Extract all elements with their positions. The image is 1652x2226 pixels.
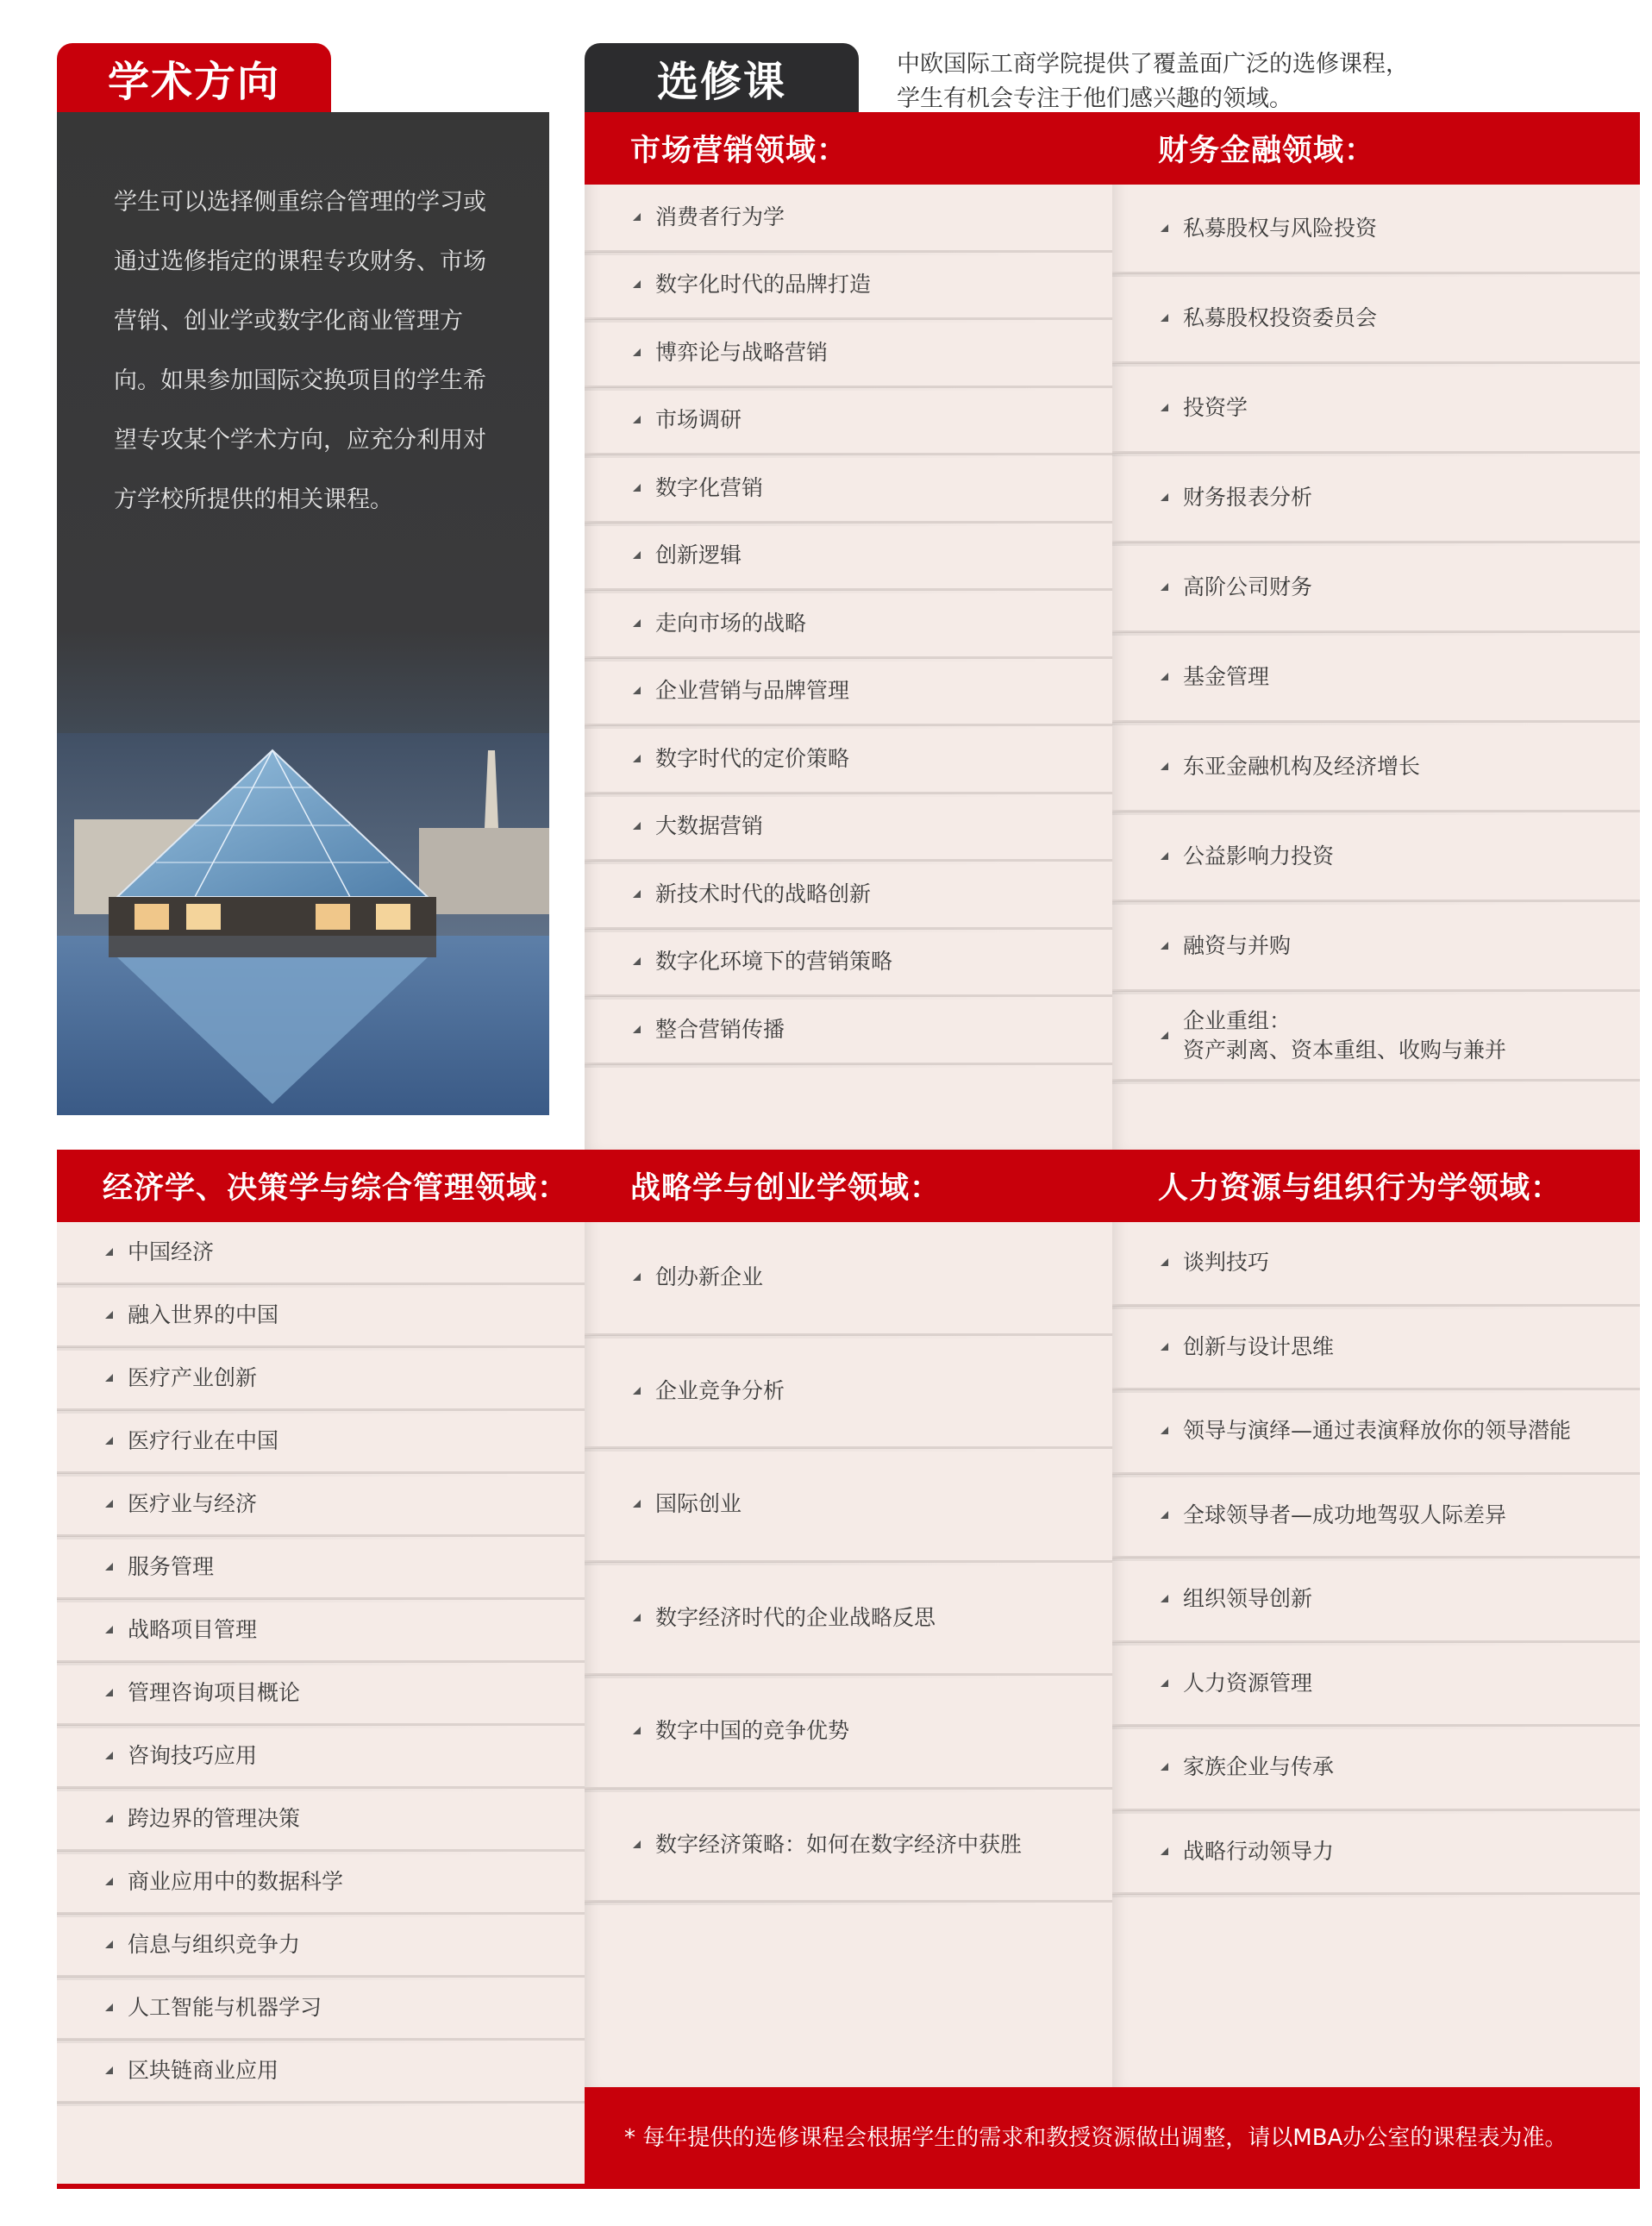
course-name: 数字化时代的品牌打造 bbox=[655, 272, 872, 298]
bullet-triangle-icon bbox=[1161, 1679, 1168, 1687]
course-item bbox=[57, 1663, 585, 1726]
course-item bbox=[1112, 633, 1640, 723]
course-item bbox=[57, 1789, 585, 1852]
bullet-triangle-icon bbox=[1161, 673, 1168, 680]
course-item bbox=[585, 794, 1112, 862]
course-name: 创办新企业 bbox=[655, 1264, 764, 1290]
bullet-triangle-icon bbox=[1161, 404, 1168, 411]
course-name: 企业竞争分析 bbox=[655, 1377, 785, 1403]
marketing-list bbox=[585, 185, 1112, 1065]
bullet-triangle-icon bbox=[633, 416, 641, 423]
economics-column bbox=[57, 1150, 585, 2184]
course-name: 东亚金融机构及经济增长 bbox=[1183, 753, 1421, 779]
bullet-triangle-icon bbox=[105, 1374, 113, 1382]
course-name: 医疗业与经济 bbox=[128, 1491, 258, 1516]
course-name: 创新与设计思维 bbox=[1183, 1333, 1335, 1359]
bullet-triangle-icon bbox=[633, 822, 641, 830]
bullet-triangle-icon bbox=[633, 1387, 641, 1395]
bottom-rule bbox=[57, 2184, 1640, 2189]
course-item bbox=[585, 1222, 1112, 1336]
course-item bbox=[57, 1978, 585, 2041]
course-name: 战略项目管理 bbox=[128, 1617, 258, 1642]
course-name: 财务报表分析 bbox=[1183, 484, 1313, 510]
course-name: 商业应用中的数据科学 bbox=[128, 1869, 344, 1894]
course-item bbox=[57, 1474, 585, 1537]
bullet-triangle-icon bbox=[105, 1626, 113, 1633]
course-name: 家族企业与传承 bbox=[1183, 1754, 1335, 1780]
course-item bbox=[57, 1852, 585, 1915]
course-item bbox=[585, 455, 1112, 524]
hr-column bbox=[1112, 1150, 1640, 2087]
bullet-triangle-icon bbox=[633, 1025, 641, 1033]
course-name: 走向市场的战略 bbox=[655, 610, 807, 636]
course-name: 新技术时代的战略创新 bbox=[655, 881, 872, 906]
bullet-triangle-icon bbox=[105, 1815, 113, 1822]
bullet-triangle-icon bbox=[1161, 224, 1168, 232]
bullet-triangle-icon bbox=[633, 280, 641, 288]
bullet-triangle-icon bbox=[1161, 1847, 1168, 1855]
course-item bbox=[57, 1600, 585, 1663]
economics-header: 经济学、决策学与综合管理领域： bbox=[57, 1150, 585, 1222]
course-name: 信息与组织竞争力 bbox=[128, 1932, 301, 1957]
bullet-triangle-icon bbox=[105, 1878, 113, 1885]
course-name: 中国经济 bbox=[128, 1239, 215, 1264]
bullet-triangle-icon bbox=[633, 890, 641, 898]
bullet-triangle-icon bbox=[633, 957, 641, 965]
bullet-triangle-icon bbox=[105, 1248, 113, 1256]
strategy-column bbox=[585, 1150, 1112, 2087]
bullet-triangle-icon bbox=[1161, 583, 1168, 591]
course-item bbox=[585, 726, 1112, 794]
course-name: 数字经济策略：如何在数字经济中获胜 bbox=[655, 1831, 1023, 1857]
course-item bbox=[585, 253, 1112, 321]
course-item bbox=[585, 659, 1112, 727]
course-name: 私募股权投资委员会 bbox=[1183, 304, 1378, 330]
bullet-triangle-icon bbox=[105, 1437, 113, 1445]
course-item bbox=[1112, 723, 1640, 812]
bullet-triangle-icon bbox=[633, 348, 641, 356]
bullet-triangle-icon bbox=[1161, 1427, 1168, 1434]
bullet-triangle-icon bbox=[633, 1273, 641, 1281]
course-name: 数字时代的定价策略 bbox=[655, 745, 850, 771]
course-name: 数字中国的竞争优势 bbox=[655, 1718, 850, 1744]
course-item bbox=[585, 388, 1112, 456]
course-name: 人力资源管理 bbox=[1183, 1670, 1313, 1696]
course-name: 市场调研 bbox=[655, 407, 742, 433]
course-item bbox=[1112, 1727, 1640, 1811]
course-item bbox=[1112, 1811, 1640, 1896]
bullet-triangle-icon bbox=[105, 2003, 113, 2011]
course-name: 咨询技巧应用 bbox=[128, 1743, 258, 1768]
bullet-triangle-icon bbox=[1161, 314, 1168, 322]
bullet-triangle-icon bbox=[1161, 1595, 1168, 1602]
course-name: 数字化环境下的营销策略 bbox=[655, 949, 893, 975]
bullet-triangle-icon bbox=[633, 755, 641, 762]
course-name: 全球领导者—成功地驾驭人际差异 bbox=[1183, 1502, 1507, 1527]
bullet-triangle-icon bbox=[105, 1563, 113, 1571]
course-item bbox=[585, 524, 1112, 592]
hr-list bbox=[1112, 1222, 1640, 1895]
marketing-header: 市场营销领域： bbox=[585, 112, 1112, 185]
course-name: 创新逻辑 bbox=[655, 542, 742, 568]
bullet-triangle-icon bbox=[1161, 762, 1168, 770]
footer-note: * 每年提供的选修课程会根据学生的需求和教授资源做出调整，请以MBA办公室的课程表为准。 bbox=[585, 2087, 1640, 2184]
course-name: 组织领导创新 bbox=[1183, 1586, 1313, 1612]
academic-intro-text: 学生可以选择侧重综合管理的学习或通过选修指定的课程专攻财务、市场营销、创业学或数字化商业管理方向。如果参加国际交换项目的学生希望专攻某个学术方向，应充分利用对方学校所提供的相关课程。 bbox=[114, 189, 486, 513]
course-item bbox=[57, 1348, 585, 1411]
bullet-triangle-icon bbox=[105, 1689, 113, 1696]
course-item bbox=[585, 862, 1112, 930]
course-name: 私募股权与风险投资 bbox=[1183, 215, 1378, 241]
course-item bbox=[585, 591, 1112, 659]
course-name: 公益影响力投资 bbox=[1183, 843, 1335, 868]
course-name: 大数据营销 bbox=[655, 813, 764, 839]
course-name: 消费者行为学 bbox=[655, 204, 785, 229]
course-item bbox=[585, 1449, 1112, 1563]
academic-intro-panel bbox=[57, 112, 549, 1115]
bullet-triangle-icon bbox=[633, 551, 641, 559]
course-item bbox=[1112, 1390, 1640, 1475]
course-name: 高阶公司财务 bbox=[1183, 574, 1313, 599]
course-name: 企业重组： 资产剥离、资本重组、收购与兼并 bbox=[1183, 1007, 1507, 1063]
tab-electives[interactable]: 选修课 bbox=[585, 43, 859, 112]
bullet-triangle-icon bbox=[633, 1840, 641, 1848]
bullet-triangle-icon bbox=[1161, 1031, 1168, 1039]
course-name: 管理咨询项目概论 bbox=[128, 1680, 301, 1705]
course-item bbox=[585, 320, 1112, 388]
course-item bbox=[57, 2041, 585, 2104]
course-name: 跨边界的管理决策 bbox=[128, 1806, 301, 1831]
course-item bbox=[1112, 1558, 1640, 1643]
course-item bbox=[1112, 454, 1640, 543]
course-item bbox=[1112, 1307, 1640, 1391]
course-name: 战略行动领导力 bbox=[1183, 1838, 1335, 1864]
course-item bbox=[585, 1336, 1112, 1450]
bullet-triangle-icon bbox=[633, 1727, 641, 1734]
course-name: 博弈论与战略营销 bbox=[655, 339, 829, 365]
course-item bbox=[1112, 1475, 1640, 1559]
course-item bbox=[57, 1411, 585, 1474]
course-name: 融入世界的中国 bbox=[128, 1302, 279, 1327]
course-item bbox=[585, 997, 1112, 1065]
course-item bbox=[1112, 992, 1640, 1082]
finance-list bbox=[1112, 185, 1640, 1082]
bullet-triangle-icon bbox=[105, 1500, 113, 1508]
course-item bbox=[585, 1563, 1112, 1677]
bullet-triangle-icon bbox=[1161, 1511, 1168, 1519]
course-item bbox=[1112, 543, 1640, 633]
course-name: 领导与演绎—通过表演释放你的领导潜能 bbox=[1183, 1418, 1572, 1444]
course-item bbox=[585, 930, 1112, 998]
economics-list bbox=[57, 1222, 585, 2104]
strategy-header: 战略学与创业学领域： bbox=[585, 1150, 1112, 1222]
course-name: 数字经济时代的企业战略反思 bbox=[655, 1604, 936, 1630]
bullet-triangle-icon bbox=[633, 687, 641, 694]
bullet-triangle-icon bbox=[1161, 493, 1168, 501]
course-name: 服务管理 bbox=[128, 1554, 215, 1579]
strategy-list bbox=[585, 1222, 1112, 1903]
bullet-triangle-icon bbox=[105, 2066, 113, 2074]
bullet-triangle-icon bbox=[633, 1500, 641, 1508]
course-item bbox=[1112, 364, 1640, 454]
bullet-triangle-icon bbox=[1161, 942, 1168, 950]
finance-column bbox=[1112, 112, 1640, 1150]
bullet-triangle-icon bbox=[105, 1752, 113, 1759]
course-item bbox=[1112, 274, 1640, 364]
course-item bbox=[57, 1726, 585, 1789]
electives-intro-note: 中欧国际工商学院提供了覆盖面广泛的选修课程， 学生有机会专注于他们感兴趣的领域。 bbox=[897, 51, 1409, 112]
tab-academic-direction[interactable]: 学术方向 bbox=[57, 43, 331, 112]
course-item bbox=[57, 1222, 585, 1285]
course-item bbox=[57, 1537, 585, 1600]
course-item bbox=[1112, 185, 1640, 274]
bullet-triangle-icon bbox=[1161, 1763, 1168, 1771]
course-item bbox=[57, 1285, 585, 1348]
finance-header: 财务金融领域： bbox=[1112, 112, 1640, 185]
bullet-triangle-icon bbox=[1161, 852, 1168, 860]
course-name: 医疗产业创新 bbox=[128, 1365, 258, 1390]
course-name: 数字化营销 bbox=[655, 474, 764, 500]
course-name: 基金管理 bbox=[1183, 663, 1270, 689]
course-item bbox=[1112, 902, 1640, 992]
course-name: 融资与并购 bbox=[1183, 932, 1292, 958]
course-name: 投资学 bbox=[1183, 394, 1248, 420]
course-name: 医疗行业在中国 bbox=[128, 1428, 279, 1453]
course-item bbox=[585, 1790, 1112, 1903]
course-name: 人工智能与机器学习 bbox=[128, 1995, 322, 2020]
course-name: 国际创业 bbox=[655, 1491, 742, 1517]
bullet-triangle-icon bbox=[633, 1614, 641, 1621]
bullet-triangle-icon bbox=[1161, 1258, 1168, 1266]
course-item bbox=[585, 185, 1112, 253]
course-item bbox=[57, 1915, 585, 1978]
course-item bbox=[1112, 1222, 1640, 1307]
bullet-triangle-icon bbox=[105, 1311, 113, 1319]
course-name: 整合营销传播 bbox=[655, 1016, 785, 1042]
course-name: 企业营销与品牌管理 bbox=[655, 678, 850, 704]
hr-header: 人力资源与组织行为学领域： bbox=[1112, 1150, 1640, 1222]
bullet-triangle-icon bbox=[633, 484, 641, 492]
bullet-triangle-icon bbox=[633, 213, 641, 221]
course-item bbox=[585, 1676, 1112, 1790]
bullet-triangle-icon bbox=[1161, 1343, 1168, 1351]
campus-pyramid-illustration bbox=[57, 733, 549, 1115]
marketing-column bbox=[585, 112, 1112, 1150]
bullet-triangle-icon bbox=[633, 619, 641, 627]
course-name: 区块链商业应用 bbox=[128, 2058, 279, 2083]
course-item bbox=[1112, 1643, 1640, 1728]
course-item bbox=[1112, 812, 1640, 902]
bullet-triangle-icon bbox=[105, 1941, 113, 1948]
course-name: 谈判技巧 bbox=[1183, 1250, 1270, 1276]
